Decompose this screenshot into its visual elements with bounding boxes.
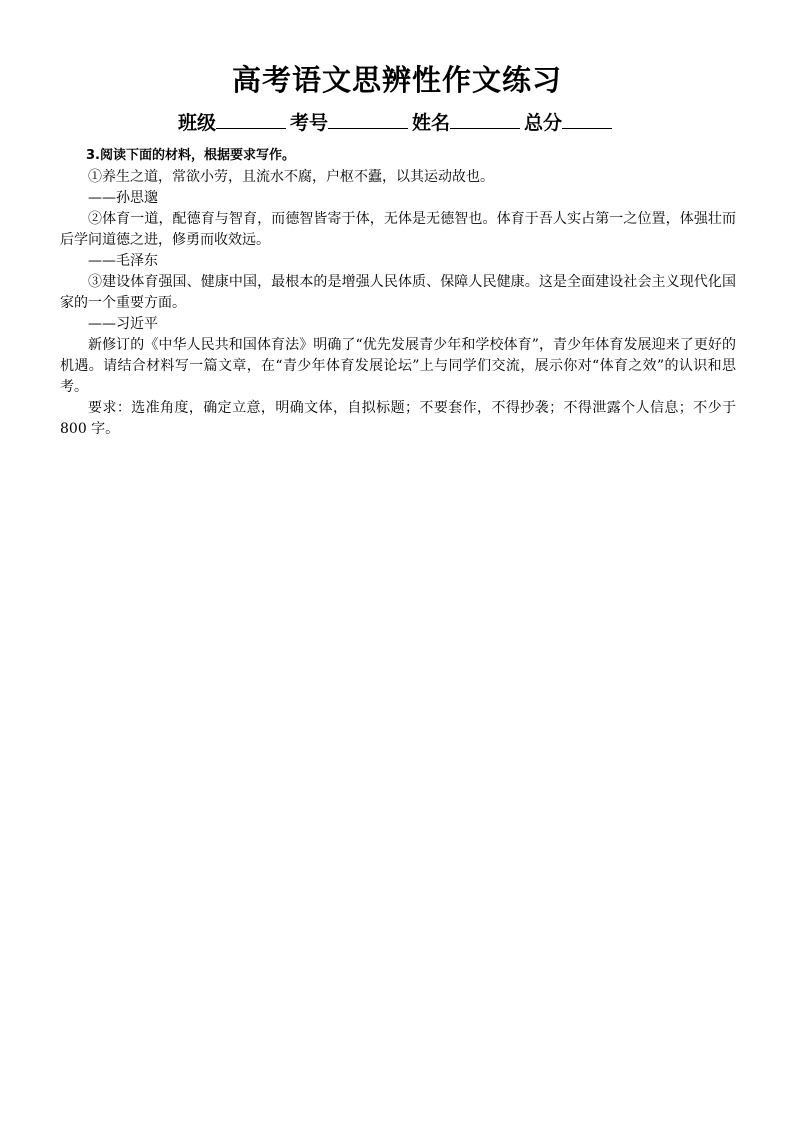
quote-3-text: ③建设体育强国、健康中国，最根本的是增强人民体质、保障人民健康。这是全面建设社会主义现代化国家的一个重要方面。 (60, 274, 736, 311)
student-info-line (0, 109, 794, 137)
question-content (60, 145, 736, 440)
quote-2-text: ②体育一道，配德育与智育，而德智皆寄于体，无体是无德智也。体育于吾人实占第一之位置，体强壮而后学问道德之进，修勇而收效远。 (60, 211, 736, 248)
class-label: 班级 (177, 112, 216, 134)
quote-1-text: ①养生之道，常欲小劳，且流水不腐，户枢不蠹，以其运动故也。 (88, 169, 494, 185)
quote-2-author: ——毛泽东 (88, 253, 158, 269)
exam-number-blank (328, 109, 408, 129)
page-title: 高考语文思辨性作文练习 (231, 63, 562, 97)
total-score-blank (562, 109, 612, 129)
quote-1-author: ——孙思邈 (88, 190, 158, 206)
total-score-field (524, 109, 616, 137)
exam-number-field (290, 109, 412, 137)
class-blank (216, 109, 286, 129)
question-heading: 3.阅读下面的材料，根据要求写作。 (86, 148, 295, 163)
total-score-label: 总分 (524, 112, 563, 134)
quote-3-author: ——习近平 (88, 316, 158, 332)
name-field (412, 109, 524, 137)
exam-number-label: 考号 (289, 112, 328, 134)
writing-requirements: 要求：选准角度，确定立意，明确文体，自拟标题；不要套作，不得抄袭；不得泄露个人信息；不少于 800 字。 (60, 400, 736, 437)
name-blank (450, 109, 520, 129)
class-field (178, 109, 290, 137)
name-label: 姓名 (412, 112, 451, 134)
writing-prompt: 新修订的《中华人民共和国体育法》明确了“优先发展青少年和学校体育”，青少年体育发展迎来了更好的机遇。请结合材料写一篇文章，在“青少年体育发展论坛”上与同学们交流，展示你对“体育之效”的认识和思考。 (60, 337, 736, 395)
